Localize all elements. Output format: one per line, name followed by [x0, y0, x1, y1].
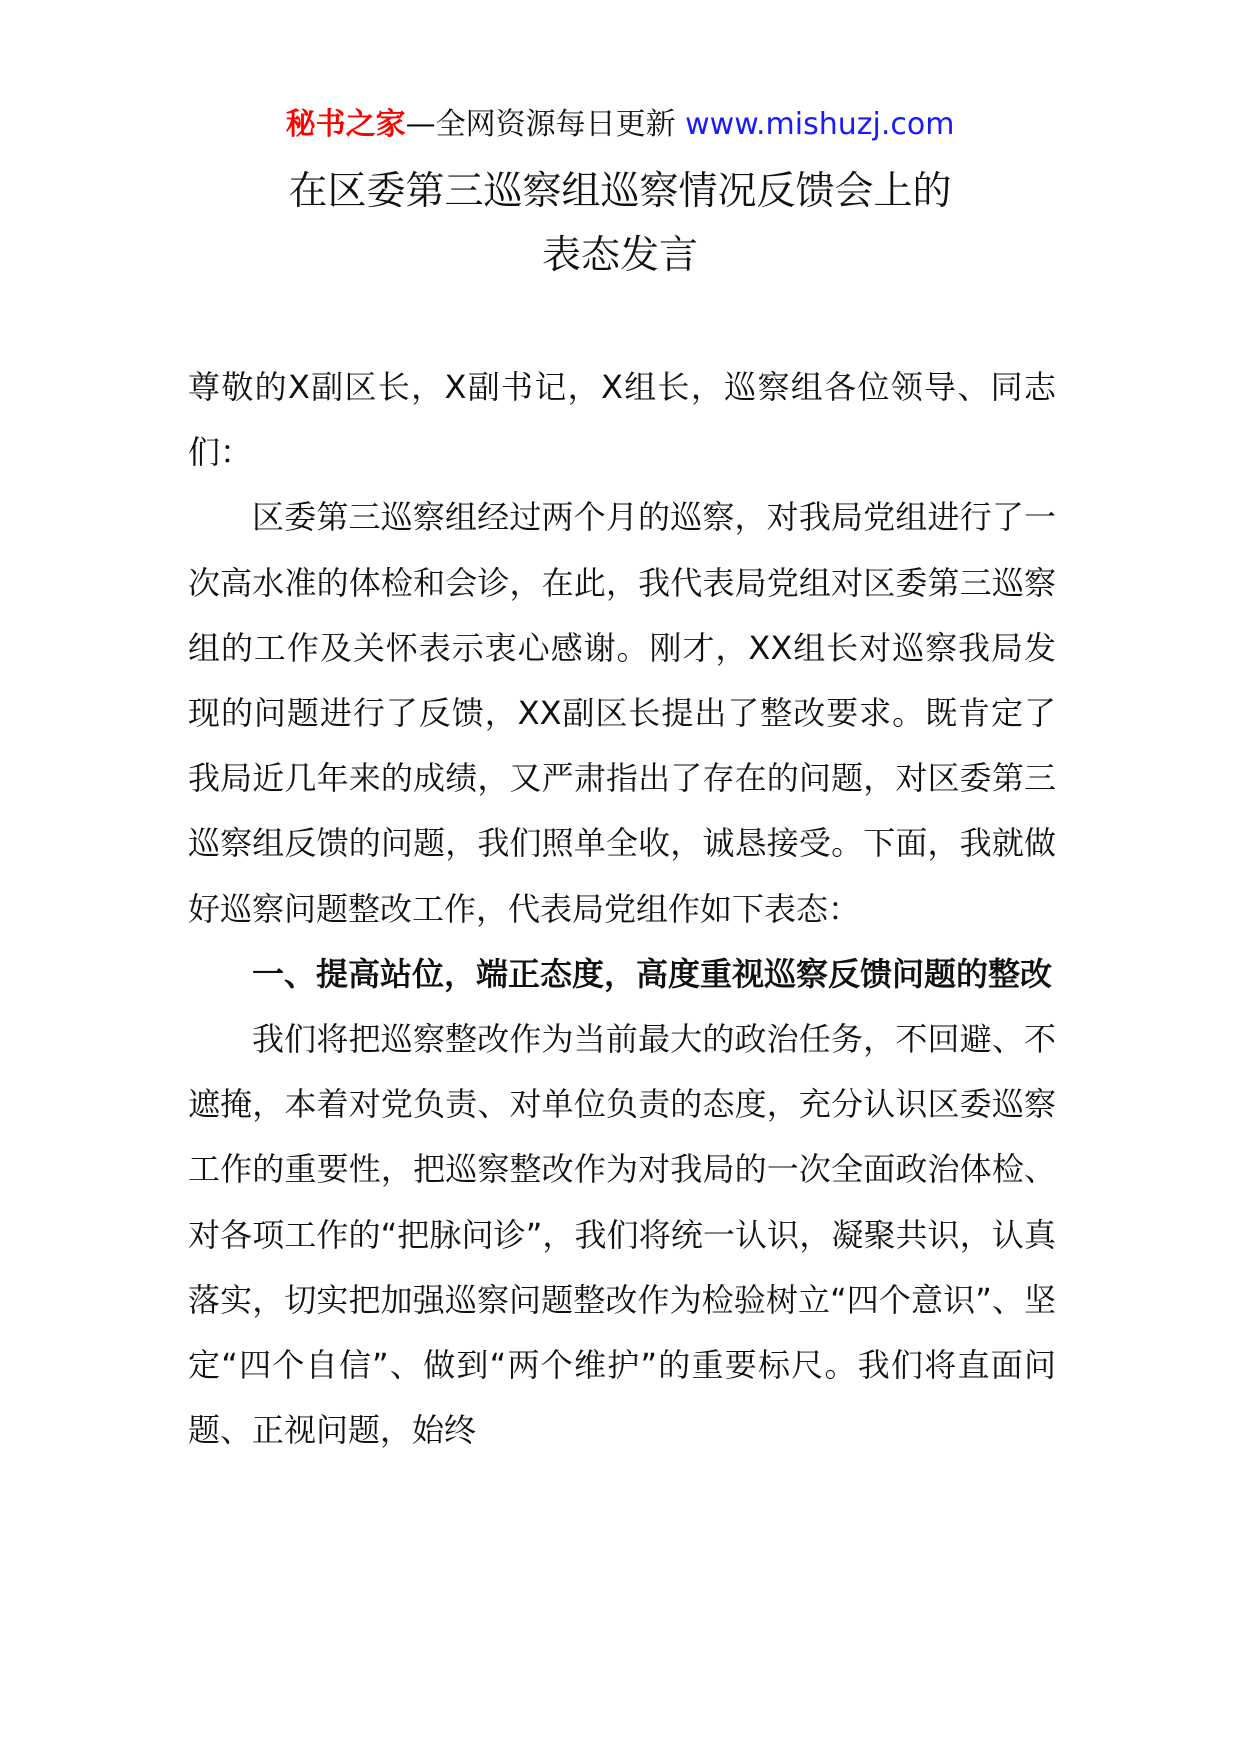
- salutation: 尊敬的X副区长，X副书记，X组长，巡察组各位领导、同志们：: [188, 368, 1056, 472]
- section-heading-1: 一、提高站位，端正态度，高度重视巡察反馈问题的整改: [252, 954, 1053, 993]
- document-title: [0, 160, 1240, 288]
- paragraph-2: 我们将把巡察整改作为当前最大的政治任务，不回避、不遮掩，本着对党负责、对单位负责的态度，充分认识区委巡察工作的重要性，把巡察整改作为对我局的一次全面政治体检、对各项工作的“把脉问诊”，我们将统一认识，凝聚共识，认真落实，切实把加强巡察问题整改作为检验树立“四个意识”、坚定“四个自信”、做到“两个维护”的重要标尺。我们将直面问题、正视问题，始终: [188, 1020, 1056, 1450]
- paragraph-1: 区委第三巡察组经过两个月的巡察，对我局党组进行了一次高水准的体检和会诊，在此，我代表局党组对区委第三巡察组的工作及关怀表示衷心感谢。刚才，XX组长对巡察我局发现的问题进行了反馈，XX副区长提出了整改要求。既肯定了我局近几年来的成绩，又严肃指出了存在的问题，对区委第三巡察组反馈的问题，我们照单全收，诚恳接受。下面，我就做好巡察问题整改工作，代表局党组作如下表态：: [188, 498, 1056, 928]
- website-link[interactable]: www.mishuzj.com: [685, 107, 955, 142]
- brand-name: 秘书之家: [285, 107, 406, 142]
- document-body: [188, 355, 1056, 1463]
- watermark-header: [0, 100, 1240, 150]
- title-line-1: 在区委第三巡察组巡察情况反馈会上的: [288, 169, 952, 214]
- header-tagline: —全网资源每日更新: [405, 107, 686, 142]
- title-line-2: 表态发言: [541, 233, 698, 278]
